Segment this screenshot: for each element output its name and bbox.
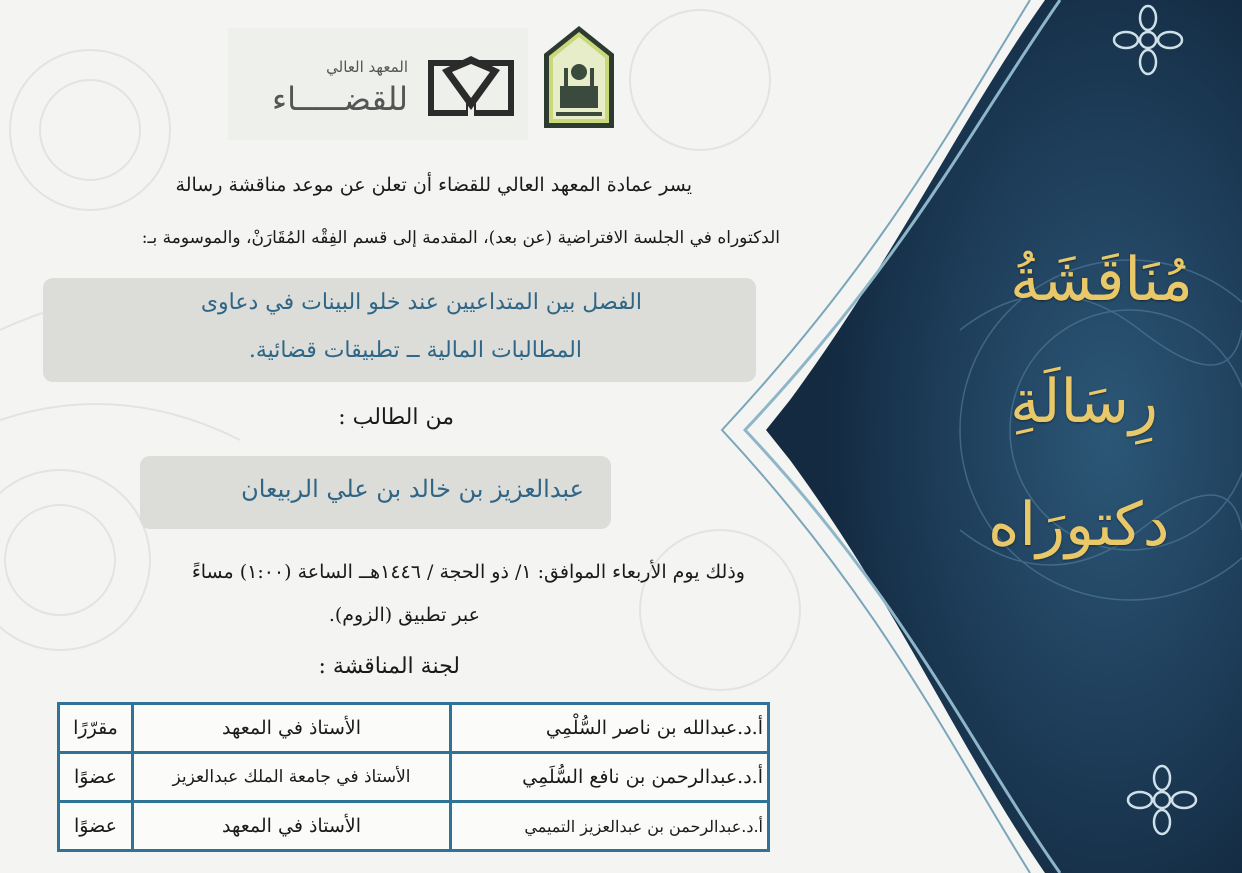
- university-emblem-icon: [540, 24, 618, 134]
- schedule-line-2: عبر تطبيق (الزوم).: [328, 604, 480, 626]
- member-role: عضوًا: [59, 753, 133, 802]
- side-title-line-3: دكتورَاه: [988, 490, 1170, 560]
- thesis-title-line-2: المطالبات المالية ــ تطبيقات قضائية.: [248, 338, 582, 363]
- intro-line-1: يسر عمادة المعهد العالي للقضاء أن تعلن عن موعد مناقشة رسالة: [175, 174, 692, 196]
- side-title-line-2: رِسَالَةِ: [1010, 367, 1158, 437]
- intro-line-2: الدكتوراه في الجلسة الافتراضية (عن بعد)، المقدمة إلى قسم الفِقْه المُقَارَنْ، والموسومة بـ:: [141, 228, 780, 248]
- member-position: الأستاذ في جامعة الملك عبدالعزيز: [133, 753, 451, 802]
- committee-table: [57, 702, 770, 852]
- side-title-line-1: مُنَاقَشَةُ: [1010, 245, 1193, 315]
- thesis-title-line-1: الفصل بين المتداعيين عند خلو البينات في دعاوى: [200, 290, 642, 315]
- member-name: أ.د.عبدالرحمن بن عبدالعزيز التميمي: [451, 802, 769, 851]
- member-role: عضوًا: [59, 802, 133, 851]
- institute-name-large: للقضـــــاء: [272, 80, 408, 118]
- institute-name-small: المعهد العالي: [326, 58, 408, 76]
- committee-row: [59, 802, 769, 851]
- member-position: الأستاذ في المعهد: [133, 802, 451, 851]
- member-position: الأستاذ في المعهد: [133, 704, 451, 753]
- book-logo-icon: [422, 50, 520, 122]
- schedule-line-1: وذلك يوم الأربعاء الموافق: ١/ ذو الحجة / ١٤٤٦هــ الساعة (١:٠٠) مساءً: [191, 561, 745, 583]
- member-name: أ.د.عبدالرحمن بن نافع السُّلَمِي: [451, 753, 769, 802]
- committee-row: [59, 704, 769, 753]
- committee-label: لجنة المناقشة :: [318, 654, 460, 679]
- member-name: أ.د.عبدالله بن ناصر السُّلْمِي: [451, 704, 769, 753]
- student-label: من الطالب :: [338, 405, 454, 430]
- member-role: مقرّرًا: [59, 704, 133, 753]
- student-name: عبدالعزيز بن خالد بن علي الربيعان: [241, 475, 584, 503]
- committee-row: [59, 753, 769, 802]
